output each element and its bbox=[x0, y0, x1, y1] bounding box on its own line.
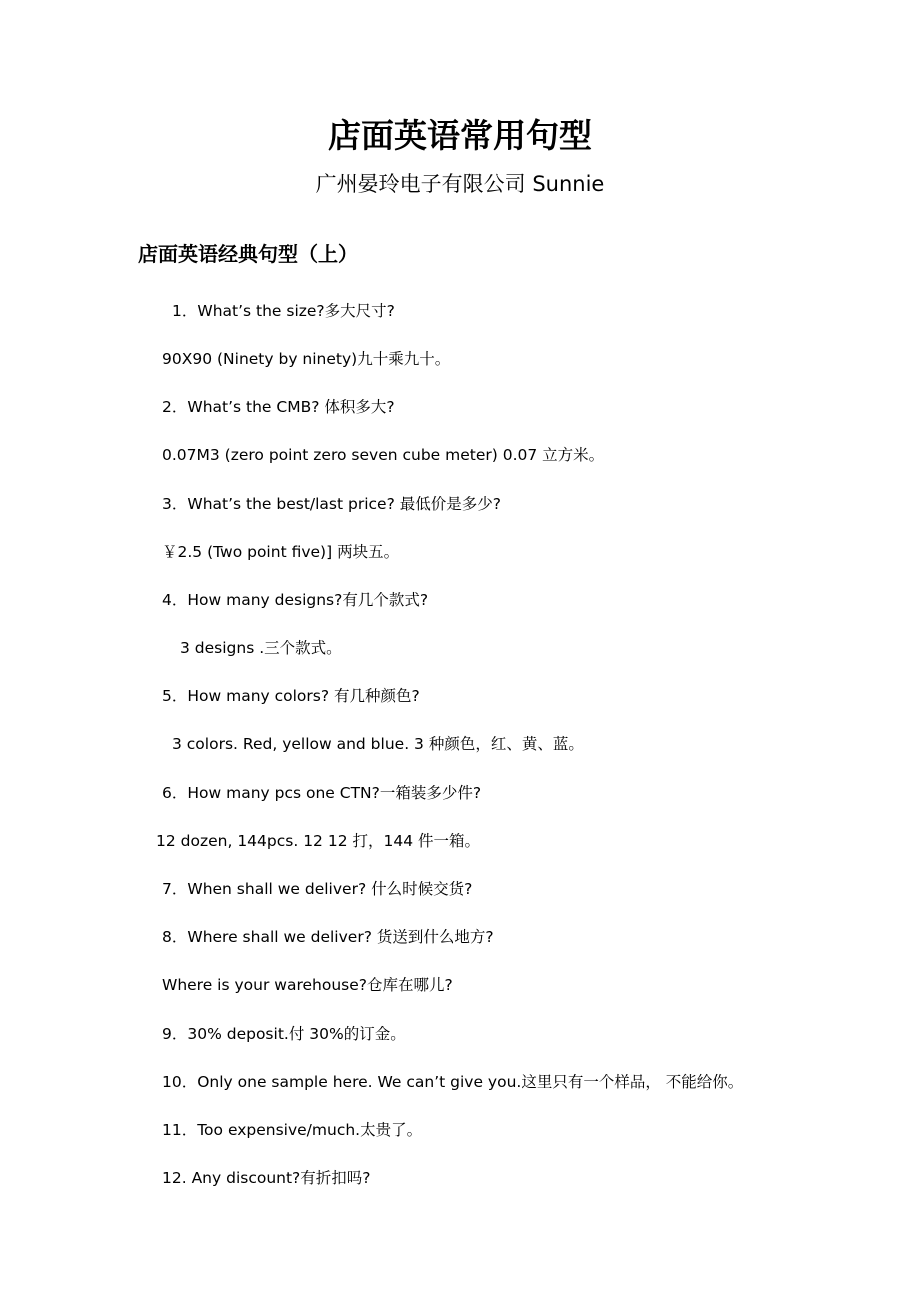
phrase-line-1: 1．What’s the size?多大尺寸? bbox=[172, 302, 395, 320]
phrase-line-7: 4．How many designs?有几个款式? bbox=[162, 591, 429, 609]
phrase-line-13: 7．When shall we deliver? 什么时候交货? bbox=[162, 880, 473, 898]
phrase-line-5: 3．What’s the best/last price? 最低价是多少? bbox=[162, 495, 501, 513]
phrase-line-12: 12 dozen, 144pcs. 12 12 打，144 件一箱。 bbox=[156, 832, 481, 850]
phrase-line-19: 12. Any discount?有折扣吗? bbox=[162, 1169, 371, 1187]
phrase-line-15: Where is your warehouse?仓库在哪儿? bbox=[162, 976, 453, 994]
section-heading: 店面英语经典句型（上） bbox=[138, 242, 358, 266]
phrase-line-6: ￥2.5 (Two point five)] 两块五。 bbox=[162, 543, 400, 561]
document-subtitle: 广州晏玲电子有限公司 Sunnie bbox=[315, 172, 605, 196]
phrase-line-9: 5．How many colors? 有几种颜色? bbox=[162, 687, 420, 705]
phrase-line-8: 3 designs .三个款式。 bbox=[180, 639, 342, 657]
phrase-line-4: 0.07M3 (zero point zero seven cube meter) 0.07 立方米。 bbox=[162, 446, 605, 464]
document-title: 店面英语常用句型 bbox=[328, 116, 592, 155]
phrase-line-3: 2．What’s the CMB? 体积多大? bbox=[162, 398, 395, 416]
phrase-line-10: 3 colors. Red, yellow and blue. 3 种颜色，红、黄、蓝。 bbox=[172, 735, 584, 753]
phrase-line-16: 9．30% deposit.付 30%的订金。 bbox=[162, 1025, 406, 1043]
phrase-line-2: 90X90 (Ninety by ninety)九十乘九十。 bbox=[162, 350, 451, 368]
phrase-line-11: 6．How many pcs one CTN?一箱装多少件? bbox=[162, 784, 482, 802]
phrase-line-14: 8．Where shall we deliver? 货送到什么地方? bbox=[162, 928, 494, 946]
phrase-line-18: 11．Too expensive/much.太贵了。 bbox=[162, 1121, 423, 1139]
phrase-line-17: 10．Only one sample here. We can’t give you.这里只有一个样品， 不能给你。 bbox=[162, 1073, 744, 1091]
